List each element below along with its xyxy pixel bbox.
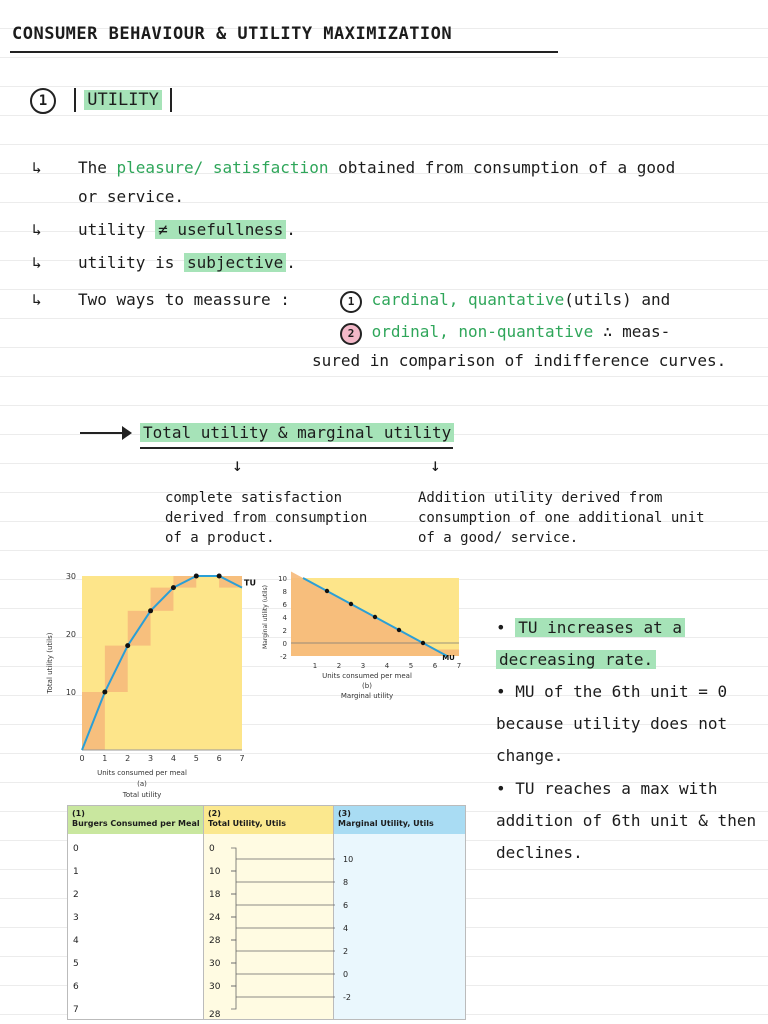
table-cell-total: 24 — [209, 913, 221, 923]
table-cell-total: 10 — [209, 867, 221, 877]
mu-series-label: MU — [442, 654, 455, 662]
table-cell-total: 28 — [209, 936, 221, 946]
table-cell-marginal: 4 — [343, 924, 349, 933]
table-bracket — [231, 848, 236, 871]
marginal-utility-chart — [255, 570, 470, 720]
y-tick-label: 4 — [282, 614, 287, 622]
arrow-down-icon-2: ↓ — [430, 455, 441, 476]
table-cell-burgers: 7 — [73, 1005, 79, 1015]
tu-point — [194, 574, 199, 579]
table-bracket — [231, 894, 236, 917]
caption-letter: (b) — [362, 682, 372, 690]
table-cell-total: 18 — [209, 890, 221, 900]
mu-point — [373, 615, 377, 619]
usefulness-line: utility ≠ usefullness . — [78, 220, 296, 239]
bullet-arrow-4: ↳ — [32, 290, 42, 309]
y-tick-label: 8 — [282, 588, 287, 596]
total-utility-note: complete satisfaction derived from consumption of a product. — [165, 490, 368, 546]
cardinal-line: 1 cardinal, quantative(utils) and — [340, 290, 670, 313]
y-tick-label: -2 — [280, 653, 287, 661]
x-tick-label: 6 — [432, 662, 438, 670]
x-tick-label: 5 — [193, 754, 199, 763]
table-cell-burgers: 2 — [73, 890, 79, 900]
y-tick-label: 30 — [65, 572, 76, 581]
chart-caption: Marginal utility — [340, 692, 394, 700]
table-cell-total: 30 — [209, 959, 221, 969]
marginal-utility-note: Addition utility derived from consumption of one additional unit of a good/ service. — [418, 490, 705, 546]
tu-point — [171, 585, 176, 590]
bullet-tu-max: • TU reaches a max with addition of 6th unit & then declines. — [496, 779, 757, 862]
x-tick-label: 4 — [384, 662, 390, 670]
page-title: CONSUMER BEHAVIOUR & UTILITY MAXIMIZATION — [12, 24, 453, 44]
title-underline — [10, 51, 558, 53]
x-axis-label: Units consumed per meal — [97, 769, 187, 777]
bullet-arrow-1: ↳ — [32, 158, 42, 177]
table-cell-marginal: 0 — [343, 970, 349, 979]
ordinal-line-2: sured in comparison of indifference curves. — [312, 351, 727, 370]
section-number: 1 — [30, 88, 56, 114]
table-cell-marginal: 6 — [343, 901, 349, 910]
subheading-underline — [140, 447, 453, 449]
tu-series-label: TU — [244, 578, 256, 588]
y-axis-label: Total utility (utils) — [46, 632, 54, 694]
table-bracket — [231, 917, 236, 940]
x-tick-label: 3 — [148, 754, 154, 763]
y-tick-label: 10 — [65, 688, 76, 697]
table-cell-burgers: 5 — [73, 959, 79, 969]
tu-point — [148, 608, 153, 613]
arrow-down-icon: ↓ — [232, 455, 243, 476]
chart-caption: Total utility — [122, 791, 162, 799]
y-tick-label: 0 — [282, 640, 287, 648]
y-tick-label: 10 — [278, 575, 287, 583]
tu-point — [125, 643, 130, 648]
table-cell-burgers: 0 — [73, 844, 79, 854]
x-tick-label: 7 — [456, 662, 462, 670]
x-tick-label: 6 — [216, 754, 222, 763]
mu-point — [397, 628, 401, 632]
table-cell-total: 28 — [209, 1010, 221, 1020]
table-bracket — [231, 963, 236, 986]
table-bracket — [231, 986, 236, 1009]
tu-point — [102, 690, 107, 695]
subheading: Total utility & marginal utility — [140, 423, 454, 442]
x-tick-label: 3 — [360, 662, 366, 670]
x-tick-label: 4 — [170, 754, 176, 763]
table-connectors — [67, 805, 467, 1020]
y-tick-label: 2 — [282, 627, 287, 635]
table-cell-marginal: 8 — [343, 878, 349, 887]
y-tick-label: 20 — [65, 630, 76, 639]
total-utility-chart — [38, 570, 268, 802]
table-bracket — [231, 871, 236, 894]
x-tick-label: 7 — [239, 754, 245, 763]
bullet-mu-sixth: • MU of the 6th unit = 0 because utility does not change. — [496, 682, 728, 765]
section-label: UTILITY — [84, 90, 162, 110]
mu-point — [349, 602, 353, 606]
table-cell-burgers: 3 — [73, 913, 79, 923]
y-axis-label: Marginal utility (utils) — [262, 584, 269, 650]
bullet-arrow-2: ↳ — [32, 220, 42, 239]
mu-point — [421, 641, 425, 645]
table-cell-marginal: 10 — [343, 855, 354, 864]
subjective-line: utility is subjective . — [78, 253, 296, 272]
table-header-total: (2) Total Utility, Utils — [204, 806, 334, 834]
section-heading — [30, 88, 172, 114]
measure-line: Two ways to meassure : — [78, 290, 290, 309]
mu-point — [325, 589, 329, 593]
table-bracket — [231, 940, 236, 963]
arrow-head-icon — [122, 426, 132, 440]
x-tick-label: 1 — [312, 662, 318, 670]
table-cell-total: 0 — [209, 844, 215, 854]
x-axis-label: Units consumed per meal — [322, 672, 412, 680]
y-tick-label: 6 — [282, 601, 287, 609]
table-cell-total: 30 — [209, 982, 221, 992]
bullet-arrow-3: ↳ — [32, 253, 42, 272]
ordinal-line: 2 ordinal, non-quantative ∴ meas- — [340, 322, 670, 345]
table-cell-marginal: -2 — [343, 993, 351, 1002]
caption-letter: (a) — [137, 780, 147, 788]
table-cell-burgers: 1 — [73, 867, 79, 877]
tu-point — [217, 574, 222, 579]
table-cell-burgers: 4 — [73, 936, 79, 946]
table-header-burgers: (1) Burgers Consumed per Meal — [68, 806, 204, 834]
definition-line-2: or service. — [78, 187, 184, 206]
x-tick-label: 1 — [102, 754, 108, 763]
table-cell-marginal: 2 — [343, 947, 349, 956]
bullet-tu-increases: • TU increases at a decreasing rate. — [496, 612, 761, 676]
table-cell-burgers: 6 — [73, 982, 79, 992]
x-tick-label: 0 — [79, 754, 85, 763]
definition-line: The pleasure/ satisfaction obtained from consumption of a good — [78, 158, 676, 177]
table-header-marginal: (3) Marginal Utility, Utils — [334, 806, 465, 834]
x-tick-label: 5 — [408, 662, 414, 670]
x-tick-label: 2 — [336, 662, 342, 670]
x-tick-label: 2 — [125, 754, 131, 763]
